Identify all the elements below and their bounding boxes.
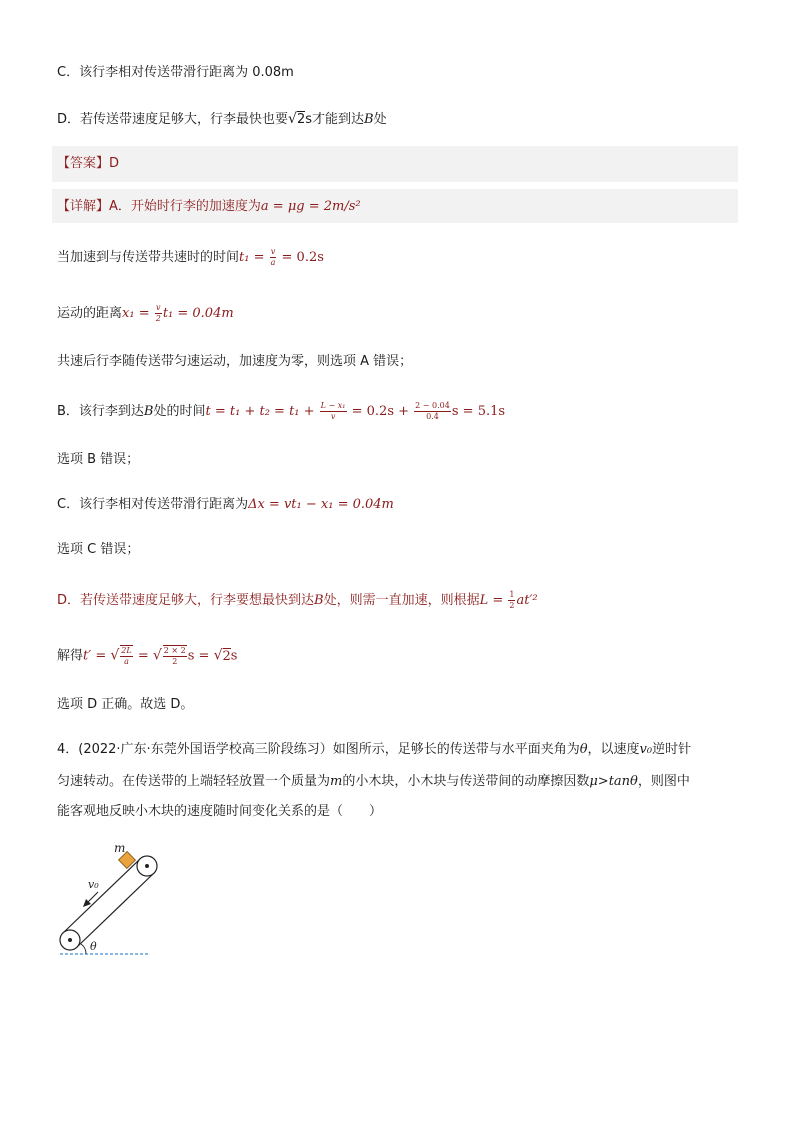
sol1-formula-b: = 0.2s [277,250,324,265]
top-roller-axle [145,864,149,868]
sol4-formula-a: t = t₁ + t₂ = t₁ + [205,404,319,419]
solution-line-5 [57,450,139,470]
question-4-line-2 [57,772,690,792]
detail-a-intro: A．开始时行李的加速度为 [109,199,261,214]
sol6-formula: Δx = vt₁ − x₁ = 0.04m [248,497,394,512]
sol9-sqrt2-den: 2 [172,657,178,666]
q4-line1-c: 逆时针 [652,742,692,757]
conveyor-belt-diagram [50,840,190,965]
sol9-sqrt1-num: 2L [121,646,132,655]
option-d-var: B [364,112,374,127]
sol8-var: B [314,593,324,608]
q4-line3: 能客观地反映小木块的速度随时间变化关系的是（ ） [57,804,383,819]
solution-line-8 [57,590,538,611]
sol7-text: 选项 C 错误； [57,542,140,557]
sol4-fraction-1 [320,401,347,422]
sol1-fraction [270,247,277,268]
sol4-formula-b: = 0.2s + [347,404,414,419]
sol1-text: 当加速到与传送带共速时的时间 [57,250,240,265]
sol9-eq: = [133,648,153,664]
sol2-fraction [155,303,162,324]
option-c-text: C．该行李相对传送带滑行距离为 0.08m [57,65,294,80]
sol8-formula-b: at′² [516,593,538,608]
q4-mu: μ>tanθ [589,774,638,789]
sol8-text-b: 处，则需一直加速，则根据 [323,593,480,608]
sol9-formula-c: s [230,648,238,664]
solution-line-3 [57,352,412,372]
sqrt-icon: √ [110,647,120,664]
solution-line-10 [57,695,193,715]
sqrt-icon: √ [152,647,162,664]
solution-line-1 [57,247,324,268]
sqrt-icon: √ [288,111,297,127]
solution-line-7 [57,540,139,560]
sol4-var: B [143,404,154,419]
q4-line1-b: ，以速度 [587,742,640,757]
angle-arc [81,944,86,954]
detail-tag: 【详解】 [57,199,110,214]
sol2-text: 运动的距离 [57,306,123,321]
sol4-formula-c: s = 5.1s [451,404,506,419]
detail-line [57,197,361,217]
sol3-text: 共速后行李随传送带匀速运动，加速度为零，则选项 A 错误； [57,354,413,369]
q4-line2-c: ，则图中 [637,774,690,789]
q4-line1-a: 4．(2022·广东·东莞外国语学校高三阶段练习）如图所示，足够长的传送带与水平面夹角为 [57,742,580,757]
answer-line [57,154,119,174]
sol4-text-a: B．该行李到达 [57,404,144,419]
sol9-sqrt1 [120,645,132,667]
angle-label: θ [90,940,97,953]
bottom-roller-axle [68,938,72,942]
question-4-line-3 [57,802,382,822]
sol9-formula-b: s = [187,648,214,664]
detail-a-formula: a = μg = 2m/s² [260,199,361,214]
sol1-frac-num: v [270,247,276,256]
sol8-fraction [508,590,515,611]
question-4-line-1 [57,740,691,760]
sol10-text: 选项 D 正确。故选 D。 [57,697,194,712]
sol9-sqrt2-num: 2 × 2 [163,646,186,655]
option-d-suffix: s才能到达 [305,112,364,127]
sol4-frac1-den: v [330,412,336,421]
q4-m: m [330,774,343,789]
answer-tag: 【答案】 [57,156,110,171]
sol4-text-b: 处的时间 [153,404,206,419]
sol2-formula-a: x₁ = [122,306,154,321]
q4-v0: v₀ [639,742,653,757]
answer-value: D [109,156,120,171]
velocity-label: v₀ [88,878,99,891]
option-d-prefix: D．若传送带速度足够大，行李最快也要 [57,112,289,127]
solution-line-4 [57,401,505,422]
sol5-text: 选项 B 错误； [57,452,140,467]
sol4-frac2-den: 0.4 [426,412,439,421]
sol1-frac-den: a [270,258,276,267]
option-d-sqrt: 2 [296,112,306,127]
sol8-text-a: D．若传送带速度足够大，行李要想最快到达 [57,593,315,608]
sol9-text: 解得 [57,648,84,664]
sol2-frac-num: v [156,303,161,312]
sol4-frac1-num: L − x₁ [320,401,346,410]
sol4-frac2-num: 2 − 0.04 [415,401,450,410]
sqrt-icon: √ [213,647,223,664]
mass-label: m [114,841,126,855]
solution-line-6 [57,495,394,515]
answer-box [52,146,738,182]
sol9-sqrt1-den: a [124,657,129,666]
q4-theta: θ [579,742,588,757]
q4-line2-a: 匀速转动。在传送带的上端轻轻放置一个质量为 [57,774,331,789]
sol6-text: C．该行李相对传送带滑行距离为 [57,497,249,512]
sol8-frac-den: 2 [509,601,515,610]
sol8-formula-a: L = [479,593,508,608]
sol9-formula-a: t′ = [83,648,111,664]
sol1-formula-a: t₁ = [239,250,269,265]
option-c [57,63,294,83]
option-d-end: 处 [373,112,387,127]
solution-line-2 [57,303,234,324]
sol2-formula-b: t₁ = 0.04m [162,306,234,321]
sol8-frac-num: 1 [509,590,515,599]
q4-line2-b: 的小木块，小木块与传送带间的动摩擦因数 [342,774,590,789]
option-d [57,109,387,130]
sol9-sqrt2 [163,645,187,667]
belt-upper-edge [63,859,140,933]
sol2-frac-den: 2 [155,314,161,323]
solution-line-9 [57,645,237,667]
sol9-sqrt3: 2 [222,648,231,664]
sol4-fraction-2 [414,401,451,422]
